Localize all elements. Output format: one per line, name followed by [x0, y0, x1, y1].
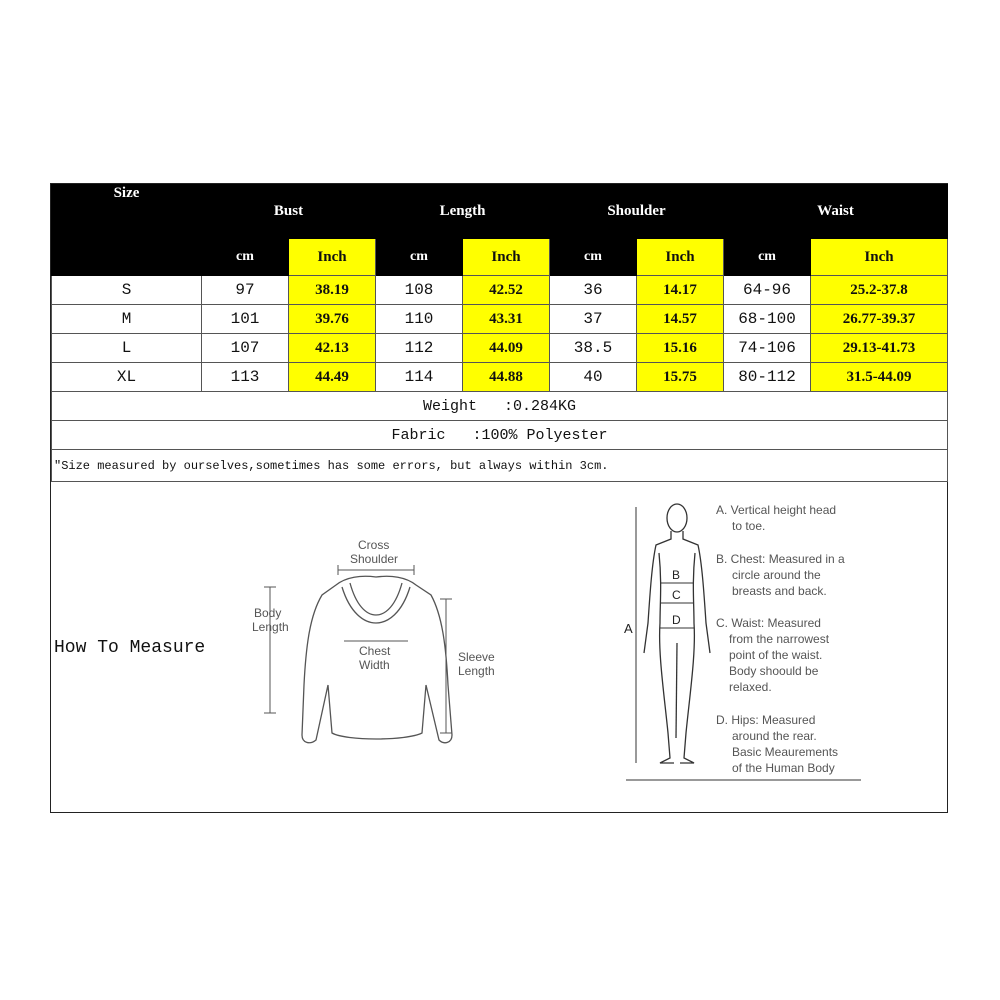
- size-label: M: [52, 305, 202, 334]
- waist-cm-value: 68-100: [724, 305, 811, 334]
- chest-width-label-1: Chest: [359, 644, 391, 658]
- shoulder-inch-value: 14.17: [637, 276, 724, 305]
- shoulder-inch-header: Inch: [637, 239, 724, 276]
- size-label: XL: [52, 363, 202, 392]
- bust-inch-value: 42.13: [289, 334, 376, 363]
- shoulder-cm-header: cm: [550, 239, 637, 276]
- waist-inch-value: 26.77-39.37: [811, 305, 948, 334]
- bust-inch-value: 39.76: [289, 305, 376, 334]
- length-inch-header: Inch: [463, 239, 550, 276]
- body-length-label-2: Length: [252, 620, 289, 634]
- shoulder-cm-value: 37: [550, 305, 637, 334]
- bust-inch-header: Inch: [289, 239, 376, 276]
- bust-cm-value: 97: [202, 276, 289, 305]
- length-inch-value: 44.09: [463, 334, 550, 363]
- bust-cm-value: 113: [202, 363, 289, 392]
- size-table: [51, 184, 948, 482]
- body-letter-d: D: [672, 613, 681, 627]
- length-inch-value: 43.31: [463, 305, 550, 334]
- bust-inch-value: 38.19: [289, 276, 376, 305]
- body-length-label-1: Body: [254, 606, 282, 620]
- instruction-b-line-3: breasts and back.: [732, 584, 827, 598]
- measurement-note: "Size measured by ourselves,sometimes has some errors, but always within 3cm.: [52, 450, 948, 482]
- waist-inch-value: 25.2-37.8: [811, 276, 948, 305]
- table-row: [52, 334, 948, 363]
- bust-header: Bust: [202, 185, 376, 239]
- waist-cm-value: 80-112: [724, 363, 811, 392]
- size-label: L: [52, 334, 202, 363]
- length-cm-header: cm: [376, 239, 463, 276]
- sleeve-length-label-2: Length: [458, 664, 495, 678]
- instruction-c-line-2: from the narrowest: [729, 632, 830, 646]
- table-row: [52, 363, 948, 392]
- chest-width-label-2: Width: [359, 658, 390, 672]
- waist-inch-value: 31.5-44.09: [811, 363, 948, 392]
- shoulder-cm-value: 38.5: [550, 334, 637, 363]
- cross-shoulder-label-1: Cross: [358, 538, 390, 552]
- instruction-d-line-4: of the Human Body: [732, 761, 835, 775]
- length-cm-value: 108: [376, 276, 463, 305]
- body-letter-b: B: [672, 568, 681, 582]
- bust-cm-header: cm: [202, 239, 289, 276]
- how-to-measure-section: [51, 483, 947, 813]
- length-cm-value: 114: [376, 363, 463, 392]
- instruction-b-line-2: circle around the: [732, 568, 821, 582]
- bust-cm-value: 101: [202, 305, 289, 334]
- instruction-c-line-3: point of the waist.: [729, 648, 823, 662]
- shoulder-cm-value: 36: [550, 276, 637, 305]
- instruction-c-line-1: C. Waist: Measured: [716, 616, 821, 630]
- body-letter-c: C: [672, 588, 681, 602]
- how-to-measure-title: How To Measure: [54, 638, 206, 658]
- length-cm-value: 110: [376, 305, 463, 334]
- garment-diagram: [246, 535, 506, 775]
- length-header: Length: [376, 185, 550, 239]
- body-letter-a: A: [624, 621, 633, 636]
- waist-inch-value: 29.13-41.73: [811, 334, 948, 363]
- cross-shoulder-label-2: Shoulder: [350, 552, 399, 566]
- waist-header: Waist: [724, 185, 948, 239]
- instruction-d-line-2: around the rear.: [732, 729, 817, 743]
- instruction-b-line-1: B. Chest: Measured in a: [716, 552, 845, 566]
- instruction-c-line-4: Body shoould be: [729, 664, 819, 678]
- bust-cm-value: 107: [202, 334, 289, 363]
- instruction-d-line-1: D. Hips: Measured: [716, 713, 816, 727]
- fabric-info: Fabric :100% Polyester: [52, 421, 948, 450]
- shoulder-inch-value: 15.16: [637, 334, 724, 363]
- shoulder-cm-value: 40: [550, 363, 637, 392]
- instruction-a-line-1: A. Vertical height head: [716, 503, 837, 517]
- length-cm-value: 112: [376, 334, 463, 363]
- length-inch-value: 42.52: [463, 276, 550, 305]
- size-label: S: [52, 276, 202, 305]
- length-inch-value: 44.88: [463, 363, 550, 392]
- bust-inch-value: 44.49: [289, 363, 376, 392]
- size-header: Size: [52, 185, 202, 276]
- waist-cm-header: cm: [724, 239, 811, 276]
- instruction-a-line-2: to toe.: [732, 519, 766, 533]
- shoulder-header: Shoulder: [550, 185, 724, 239]
- sleeve-length-label-1: Sleeve: [458, 650, 495, 664]
- table-row: [52, 276, 948, 305]
- waist-cm-value: 64-96: [724, 276, 811, 305]
- weight-info: Weight :0.284KG: [52, 392, 948, 421]
- shoulder-inch-value: 14.57: [637, 305, 724, 334]
- waist-inch-header: Inch: [811, 239, 948, 276]
- waist-cm-value: 74-106: [724, 334, 811, 363]
- instruction-d-line-3: Basic Meaurements: [732, 745, 839, 759]
- table-row: [52, 305, 948, 334]
- shoulder-inch-value: 15.75: [637, 363, 724, 392]
- body-figure-diagram: [626, 493, 876, 793]
- size-chart: [50, 183, 948, 813]
- instruction-c-line-5: relaxed.: [729, 680, 772, 694]
